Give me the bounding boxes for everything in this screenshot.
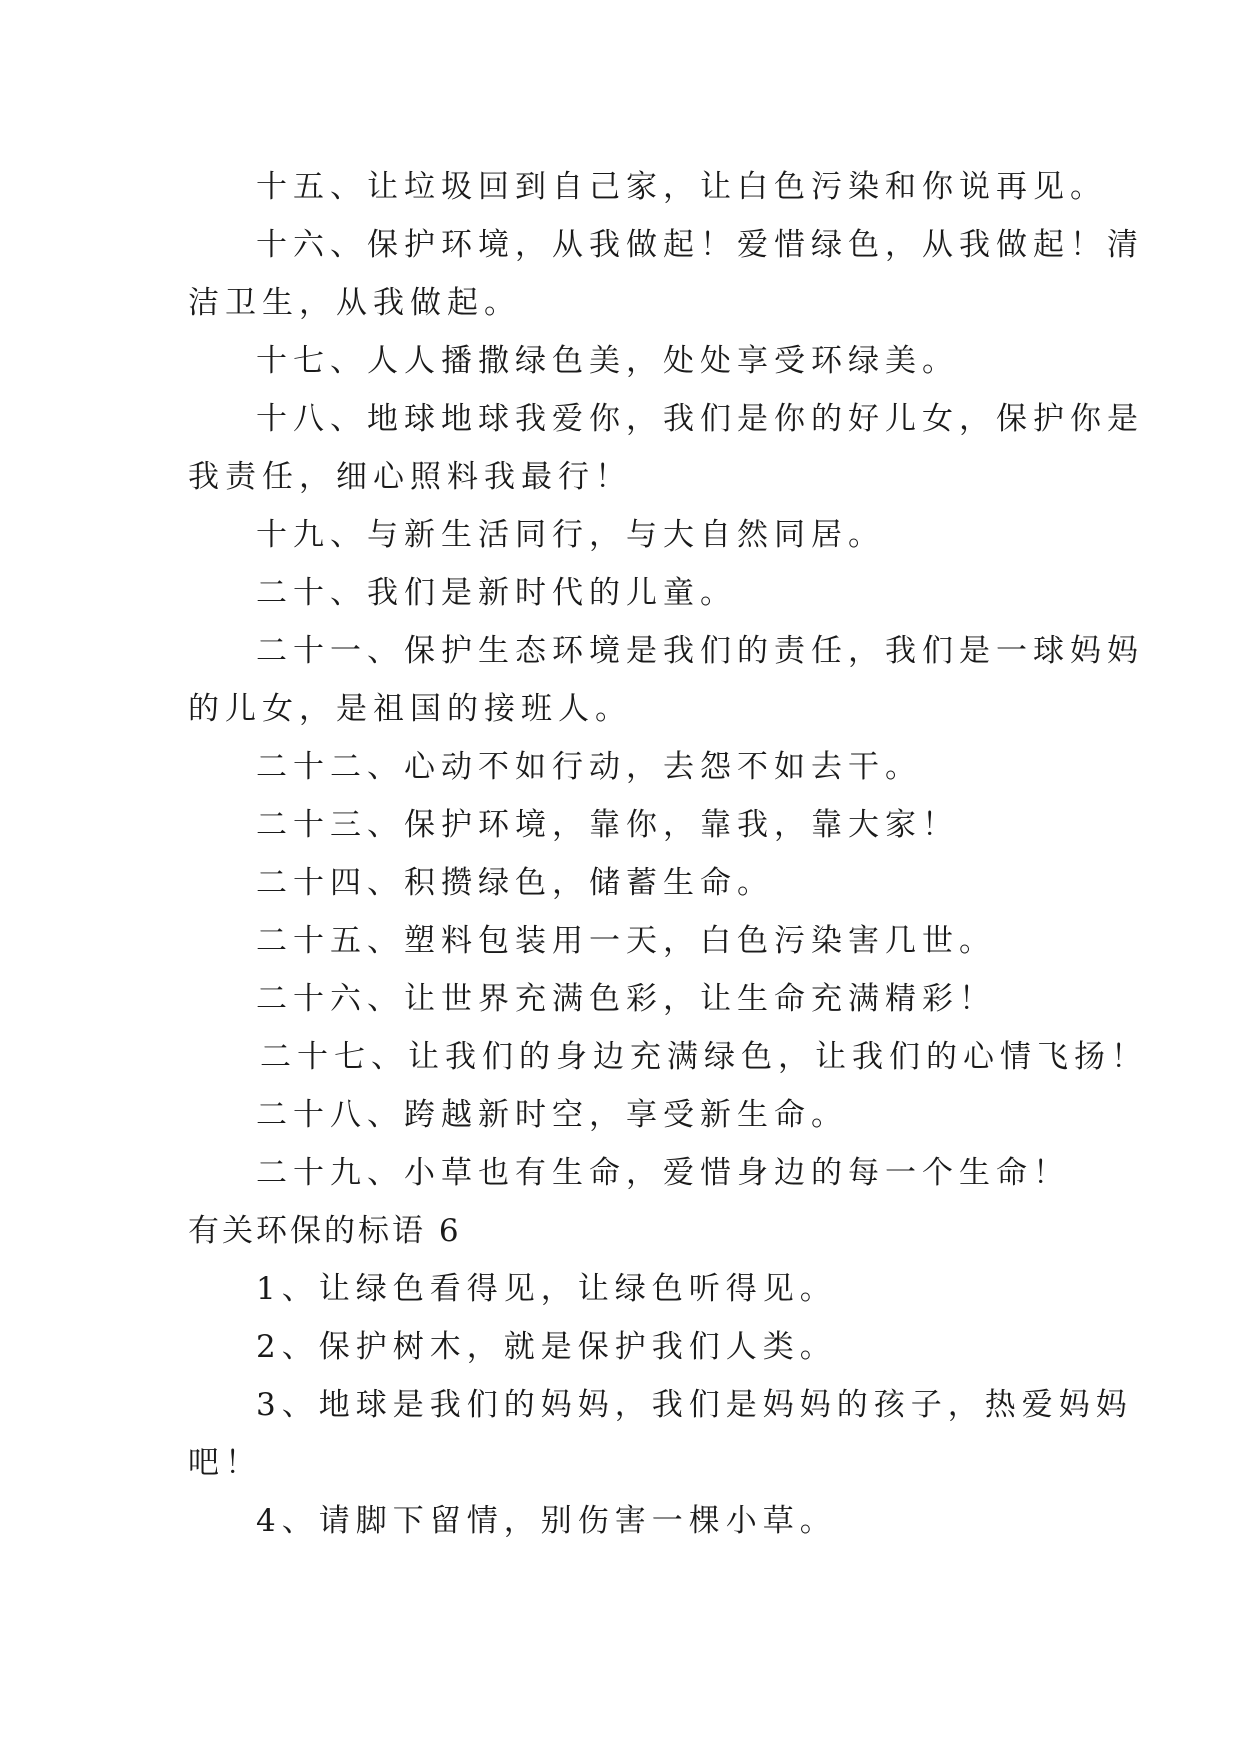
section-heading: 有关环保的标语 6 xyxy=(188,1213,462,1249)
slogan-line-27: 二十七、让我们的身边充满绿色，让我们的心情飞扬！ xyxy=(260,1039,1148,1075)
slogan-item-3: 3、地球是我们的妈妈，我们是妈妈的孩子，热爱妈妈 xyxy=(256,1387,1133,1423)
slogan-line-21: 二十一、保护生态环境是我们的责任，我们是一球妈妈 xyxy=(256,633,1144,669)
slogan-item-1: 1、让绿色看得见，让绿色听得见。 xyxy=(256,1271,837,1307)
slogan-line-21-cont: 的儿女，是祖国的接班人。 xyxy=(188,691,632,727)
slogan-line-23: 二十三、保护环境，靠你，靠我，靠大家！ xyxy=(256,807,959,843)
slogan-line-22: 二十二、心动不如行动，去怨不如去干。 xyxy=(256,749,922,785)
slogan-line-15: 十五、让垃圾回到自己家，让白色污染和你说再见。 xyxy=(256,169,1107,205)
slogan-line-24: 二十四、积攒绿色，储蓄生命。 xyxy=(256,865,774,901)
slogan-line-29: 二十九、小草也有生命，爱惜身边的每一个生命！ xyxy=(256,1155,1070,1191)
slogan-line-18-cont: 我责任，细心照料我最行！ xyxy=(188,459,632,495)
slogan-line-16: 十六、保护环境，从我做起！爱惜绿色，从我做起！清 xyxy=(256,227,1144,263)
slogan-line-19: 十九、与新生活同行，与大自然同居。 xyxy=(256,517,885,553)
slogan-line-20: 二十、我们是新时代的儿童。 xyxy=(256,575,737,611)
slogan-line-25: 二十五、塑料包装用一天，白色污染害几世。 xyxy=(256,923,996,959)
slogan-line-17: 十七、人人播撒绿色美，处处享受环绿美。 xyxy=(256,343,959,379)
document-body xyxy=(188,158,1148,1550)
slogan-line-16-cont: 洁卫生，从我做起。 xyxy=(188,285,521,321)
slogan-item-2: 2、保护树木，就是保护我们人类。 xyxy=(256,1329,837,1365)
slogan-line-28: 二十八、跨越新时空，享受新生命。 xyxy=(256,1097,848,1133)
slogan-item-3-cont: 吧！ xyxy=(188,1445,262,1481)
slogan-line-26: 二十六、让世界充满色彩，让生命充满精彩！ xyxy=(256,981,996,1017)
slogan-item-4: 4、请脚下留情，别伤害一棵小草。 xyxy=(256,1503,837,1539)
slogan-line-18: 十八、地球地球我爱你，我们是你的好儿女，保护你是 xyxy=(256,401,1144,437)
